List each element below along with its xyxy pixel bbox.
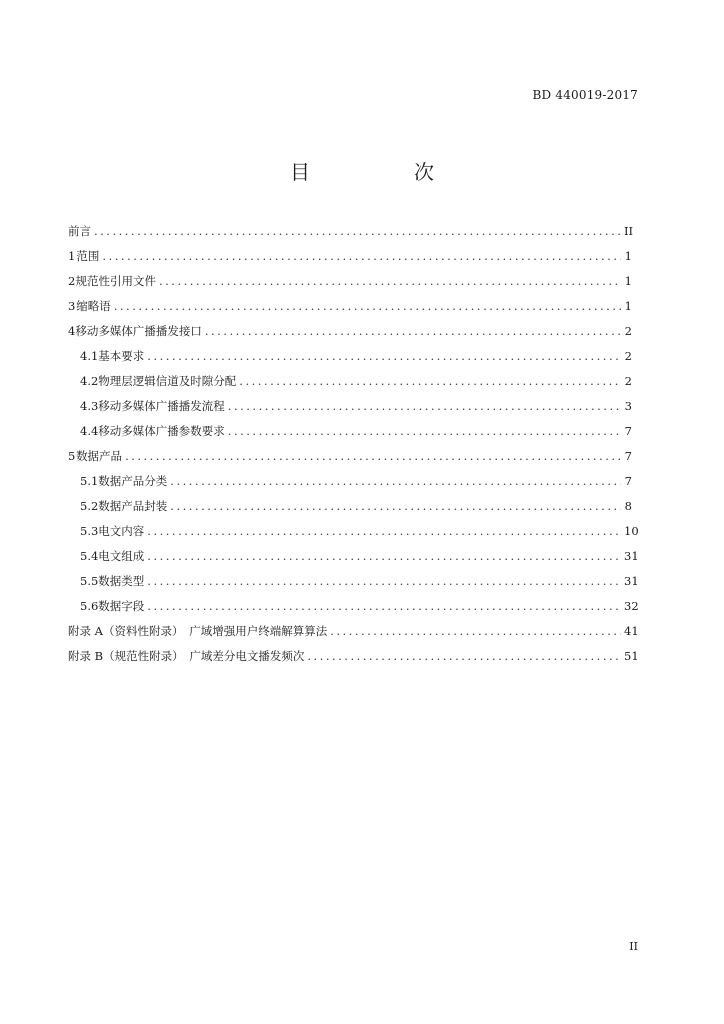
toc-entry-page: 31 xyxy=(624,548,639,563)
toc-entry-label: 电文内容 xyxy=(98,523,145,538)
toc-entry-page: 2 xyxy=(624,373,632,388)
toc-entry[interactable] xyxy=(68,293,632,318)
toc-dot-leader xyxy=(330,624,621,638)
toc-entry[interactable] xyxy=(68,468,632,493)
toc-entry-number: 2 xyxy=(68,273,76,288)
toc-dot-leader xyxy=(147,349,621,363)
toc-entry-label: 范围 xyxy=(76,248,100,263)
toc-dot-leader xyxy=(159,274,621,288)
toc-entry[interactable] xyxy=(68,593,639,618)
toc-entry-label: 物理层逻辑信道及时隙分配 xyxy=(98,373,237,388)
toc-entry-page: 41 xyxy=(624,623,639,638)
toc-entry-page: 1 xyxy=(624,298,632,313)
toc-entry[interactable] xyxy=(68,568,639,593)
toc-entry-label: 数据字段 xyxy=(98,598,145,613)
toc-entry-label: 数据产品分类 xyxy=(98,473,168,488)
toc-dot-leader xyxy=(147,599,621,613)
toc-dot-leader xyxy=(147,549,621,563)
toc-entry-number: 5.3 xyxy=(80,523,99,538)
toc-dot-leader xyxy=(94,224,621,238)
toc-entry[interactable] xyxy=(68,368,632,393)
toc-entry-page: II xyxy=(624,223,634,238)
toc-entry-number: 5.4 xyxy=(80,548,99,563)
toc-dot-leader xyxy=(170,499,621,513)
toc-entry-page: 31 xyxy=(624,573,639,588)
toc-entry-number: 4.2 xyxy=(80,373,99,388)
toc-entry[interactable] xyxy=(68,393,632,418)
toc-entry-page: 3 xyxy=(624,398,632,413)
toc-entry[interactable] xyxy=(68,643,639,668)
toc-entry-label: 附录 B（规范性附录） 广域差分电文播发频次 xyxy=(68,648,305,663)
toc-entry-number: 1 xyxy=(68,248,76,263)
toc-entry-label: 数据产品 xyxy=(76,448,123,463)
toc-entry[interactable] xyxy=(68,418,632,443)
toc-entry-page: 1 xyxy=(624,248,632,263)
toc-entry-page: 7 xyxy=(624,473,632,488)
toc-dot-leader xyxy=(125,449,621,463)
toc-title: 目 次 xyxy=(290,160,476,184)
toc-entry-label: 电文组成 xyxy=(98,548,145,563)
toc-entry-label: 数据产品封装 xyxy=(98,498,168,513)
toc-entry-label: 附录 A（资料性附录） 广域增强用户终端解算算法 xyxy=(68,623,328,638)
toc-entry[interactable] xyxy=(68,518,639,543)
toc-entry-number: 3 xyxy=(68,298,76,313)
toc-entry[interactable] xyxy=(68,218,632,243)
toc-dot-leader xyxy=(239,374,621,388)
toc-dot-leader xyxy=(147,574,621,588)
toc-dot-leader xyxy=(228,424,621,438)
toc-entry[interactable] xyxy=(68,493,632,518)
toc-entry[interactable] xyxy=(68,618,639,643)
toc-dot-leader xyxy=(205,324,621,338)
toc-entry-label: 缩略语 xyxy=(76,298,111,313)
page-number: II xyxy=(629,940,638,953)
toc-dot-leader xyxy=(147,524,621,538)
toc-entry-page: 32 xyxy=(624,598,639,613)
toc-entry-label: 移动多媒体广播参数要求 xyxy=(98,423,225,438)
toc-entry-label: 移动多媒体广播播发接口 xyxy=(75,323,202,338)
toc-entry[interactable] xyxy=(68,543,639,568)
toc-entry-page: 7 xyxy=(624,448,632,463)
toc-entry-page: 10 xyxy=(624,523,639,538)
toc-entry-label: 前言 xyxy=(68,223,91,238)
toc-entry[interactable] xyxy=(68,343,632,368)
toc-dot-leader xyxy=(114,299,621,313)
document-code: BD 440019-2017 xyxy=(532,88,638,102)
toc-entry-page: 1 xyxy=(624,273,632,288)
toc-dot-leader xyxy=(307,649,621,663)
toc-entry-page: 8 xyxy=(624,498,632,513)
toc-dot-leader xyxy=(170,474,621,488)
toc-entry[interactable] xyxy=(68,243,632,268)
toc-entry-number: 5.1 xyxy=(80,473,99,488)
toc-entry-page: 51 xyxy=(624,648,639,663)
toc-entry[interactable] xyxy=(68,443,632,468)
toc-entry-label: 数据类型 xyxy=(98,573,145,588)
toc-entry-number: 5.5 xyxy=(80,573,99,588)
toc-entry-label: 移动多媒体广播播发流程 xyxy=(98,398,225,413)
toc-entry-page: 2 xyxy=(624,348,632,363)
toc-entry-number: 4.3 xyxy=(80,398,99,413)
toc-entry-number: 4 xyxy=(68,323,76,338)
toc-entry-number: 4.4 xyxy=(80,423,99,438)
toc-entry-page: 2 xyxy=(624,323,632,338)
toc-entry-number: 5.2 xyxy=(80,498,99,513)
toc-entry-number: 5.6 xyxy=(80,598,99,613)
toc-entry[interactable] xyxy=(68,318,632,343)
toc-entry-label: 基本要求 xyxy=(98,348,145,363)
table-of-contents xyxy=(68,218,639,668)
toc-dot-leader xyxy=(228,399,621,413)
toc-entry-page: 7 xyxy=(624,423,632,438)
toc-entry-number: 4.1 xyxy=(80,348,99,363)
toc-dot-leader xyxy=(102,249,621,263)
toc-entry-number: 5 xyxy=(68,448,76,463)
toc-entry-label: 规范性引用文件 xyxy=(75,273,156,288)
toc-entry[interactable] xyxy=(68,268,632,293)
